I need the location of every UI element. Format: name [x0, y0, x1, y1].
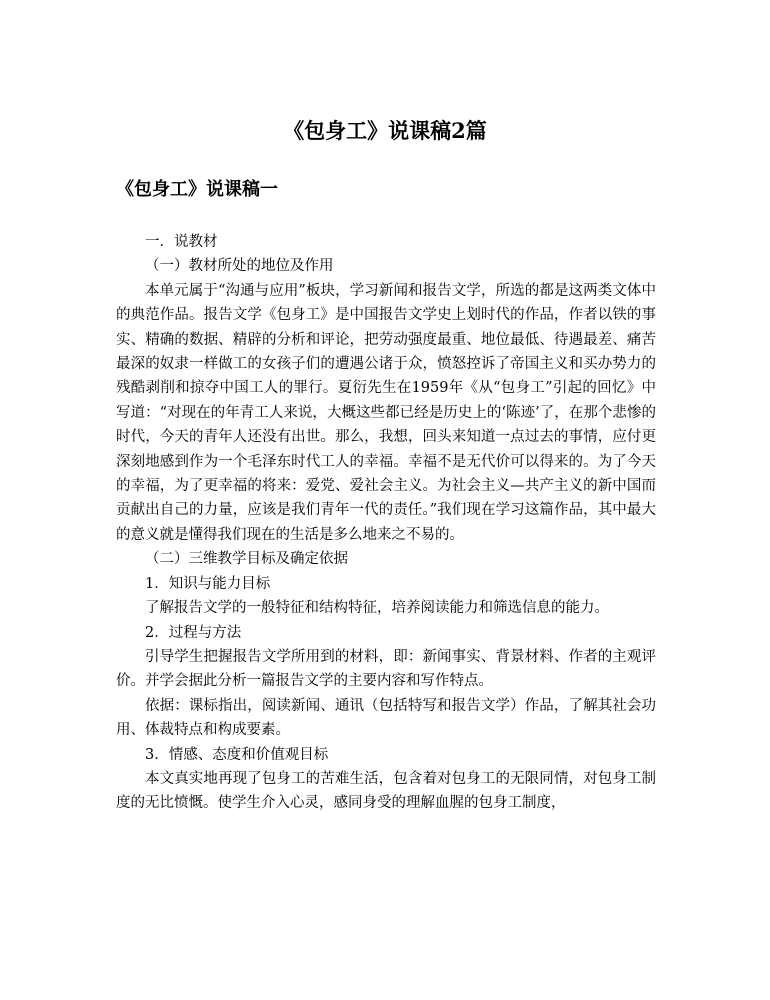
section-title: 《包身工》说课稿一 [116, 179, 278, 200]
body-paragraph: 依据：课标指出，阅读新闻、通讯（包括特写和报告文学）作品，了解其社会功用、体裁特点和构成要素。 [116, 697, 656, 739]
paragraph-subheading-2: （二）三维教学目标及确定依据 [145, 551, 348, 568]
body-paragraph: 引导学生把握报告文学所用到的材料，即：新闻事实、背景材料、作者的主观评价。并学会据此分析一篇报告文学的主要内容和写作特点。 [116, 648, 656, 690]
goal-heading-1: 1．知识与能力目标 [145, 575, 271, 592]
body-paragraph: 本单元属于“沟通与应用”板块，学习新闻和报告文学，所选的都是这两类文体中的典范作品。报告文学《包身工》是中国报告文学史上划时代的作品，作者以铁的事实、精确的数据、精辟的分析和评论，把劳动强度最重、地位最低、待遇最差、痛苦最深的奴隶一样做工的女孩子们的遭遇公诸于众，愤怒控诉了帝国主义和买办势力的残酷剥削和掠夺中国工人的罪行。夏衍先生在1959年《从“包身工”引起的回忆》中写道：“对现在的年青工人来说，大概这些都已经是历史上的‘陈迹’了，在那个悲惨的时代，今天的青年人还没有出世。那么，我想，回头来知道一点过去的事情，应付更深刻地感到作为一个毛泽东时代工人的幸福。幸福不是无代价可以得来的。为了今天的幸福，为了更幸福的将来：爱党、爱社会主义。为社会主义—共产主义的新中国而贡献出自己的力量，应该是我们青年一代的责任。”我们现在学习这篇作品，其中最大的意义就是懂得我们现在的生活是多么地来之不易的。 [116, 282, 656, 543]
paragraph-heading-1: 一．说教材 [145, 234, 218, 250]
goal-heading-3: 3．情感、态度和价值观目标 [145, 746, 329, 763]
goal-heading-2: 2．过程与方法 [145, 624, 242, 641]
document-title: 《包身工》说课稿2篇 [283, 118, 487, 143]
body-paragraph: 了解报告文学的一般特征和结构特征，培养阅读能力和筛选信息的能力。 [145, 600, 609, 617]
paragraph-subheading-1: （一）教材所处的地位及作用 [145, 258, 334, 275]
body-paragraph: 本文真实地再现了包身工的苦难生活，包含着对包身工的无限同情，对包身工制度的无比愤慨。使学生介入心灵，感同身受的理解血腥的包身工制度， [116, 770, 656, 812]
document-body [116, 230, 656, 816]
